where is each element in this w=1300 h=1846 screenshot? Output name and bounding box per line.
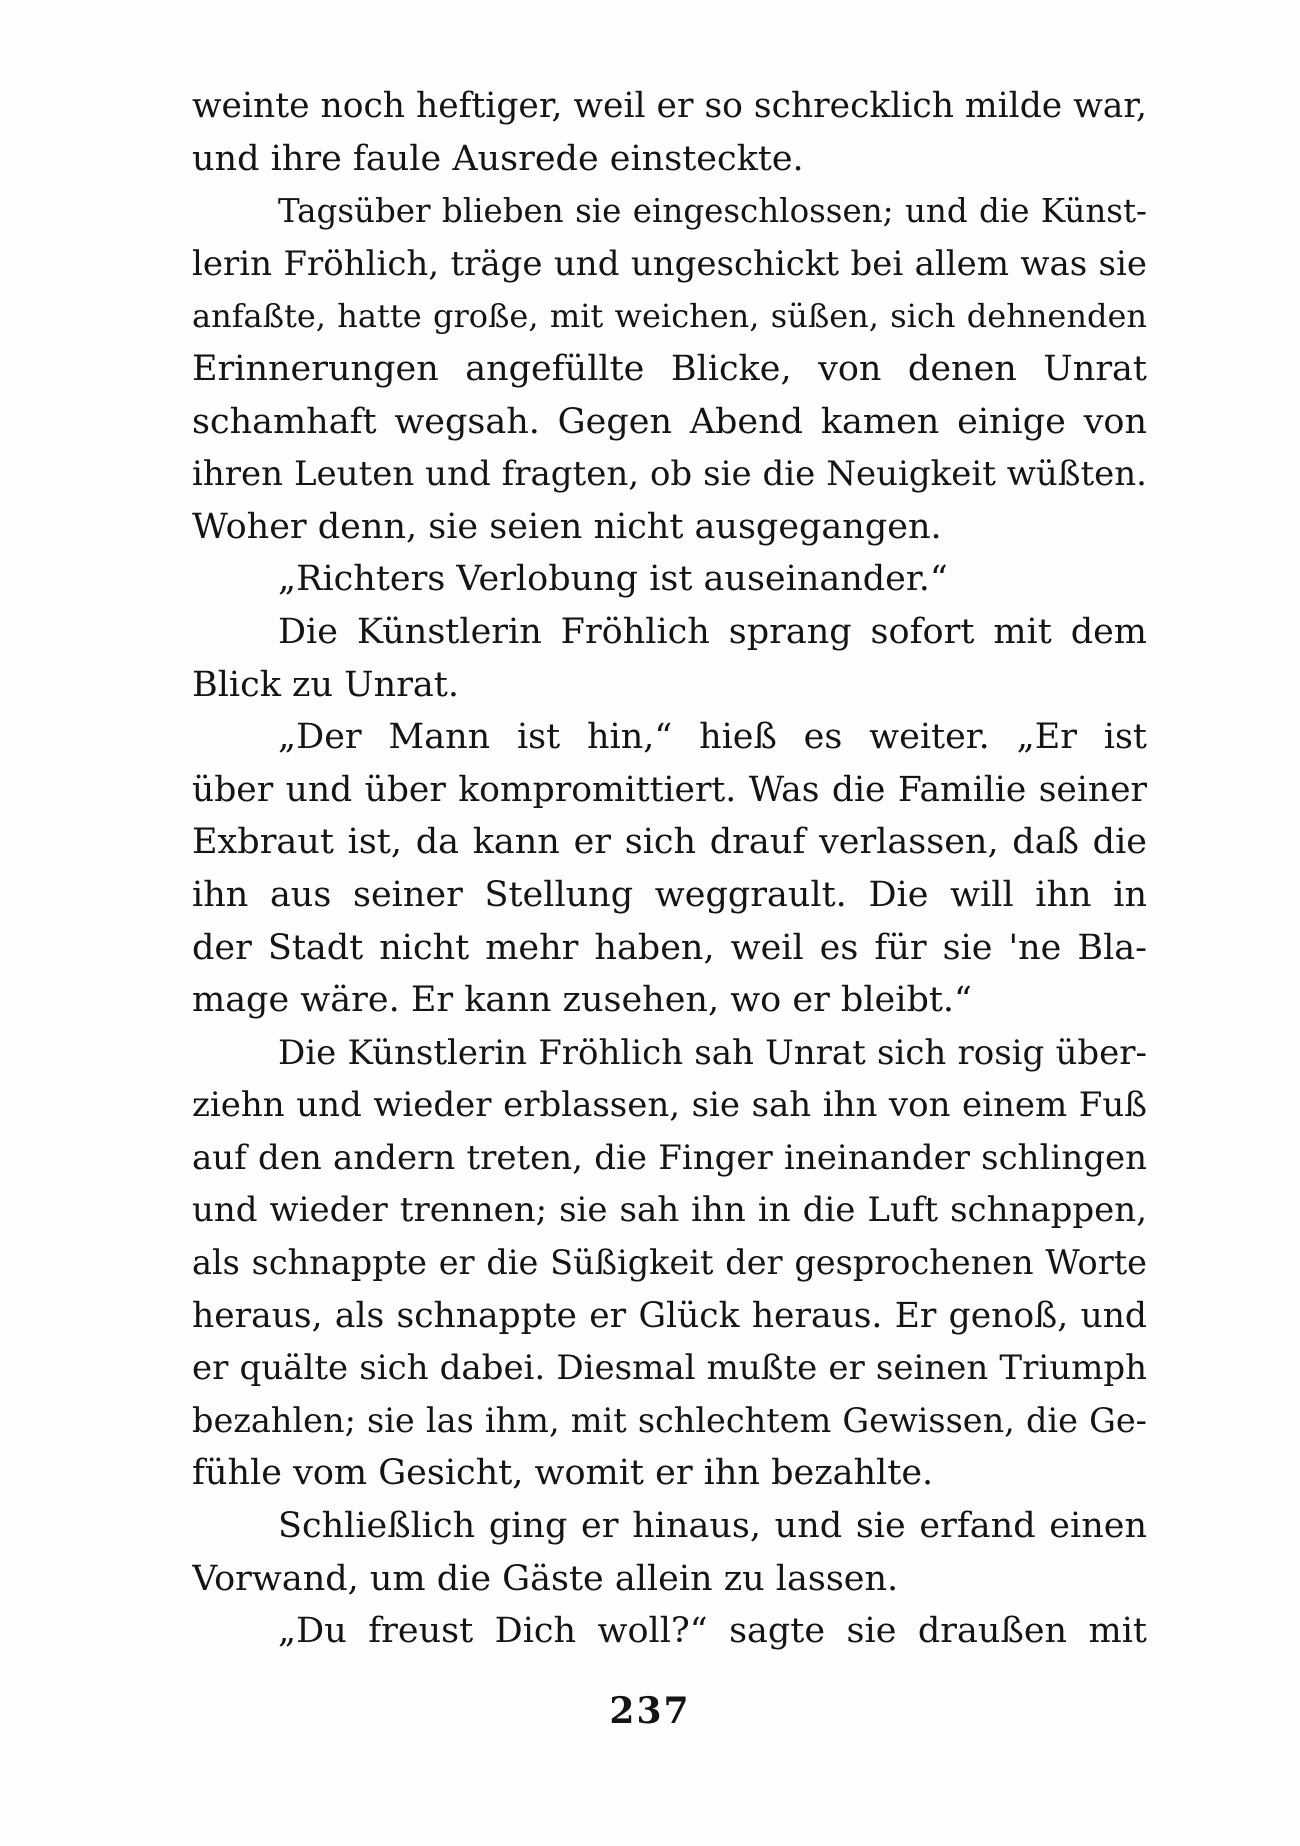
text-line: und ihre faule Ausrede einsteckte. (192, 138, 804, 179)
text-line: ihn aus seiner Stellung weggrault. Die will ihn in (192, 874, 1147, 915)
text-line: „Der Mann ist hin,“ hieß es weiter. „Er ist (278, 717, 1147, 758)
text-line: Vorwand, um die Gäste allein zu lassen. (192, 1558, 899, 1599)
text-line: fühle vom Gesicht, womit er ihn bezahlte. (192, 1453, 934, 1494)
body-text (192, 80, 1147, 1658)
text-line: Tagsüber blieben sie eingeschlossen; und die Künst- (278, 192, 1147, 231)
text-line: über und über kompromittiert. Was die Familie seiner (192, 769, 1147, 810)
text-line: und wieder trennen; sie sah ihn in die Luft schnappen, (192, 1190, 1147, 1231)
text-line: mage wäre. Er kann zusehen, wo er bleibt.“ (192, 980, 972, 1021)
text-line: Blick zu Unrat. (192, 664, 459, 705)
text-line: heraus, als schnappte er Glück heraus. Er genoß, und (192, 1295, 1147, 1336)
text-line: Woher denn, sie seien nicht ausgegangen. (192, 506, 942, 547)
text-line: anfaßte, hatte große, mit weichen, süßen, sich dehnenden (192, 297, 1147, 336)
text-line: der Stadt nicht mehr haben, weil es für sie 'ne Bla- (192, 927, 1147, 968)
page-number: 237 (609, 1690, 691, 1732)
text-line: er quälte sich dabei. Diesmal mußte er seinen Triumph (192, 1348, 1147, 1389)
text-line: Exbraut ist, da kann er sich drauf verlassen, daß die (192, 822, 1147, 863)
text-line: lerin Fröhlich, träge und ungeschickt bei allem was sie (192, 243, 1147, 284)
text-line: Die Künstlerin Fröhlich sprang sofort mit dem (278, 611, 1147, 652)
text-line: schamhaft wegsah. Gegen Abend kamen einige von (192, 401, 1147, 442)
text-line: „Du freust Dich woll?“ sagte sie draußen mit (278, 1611, 1147, 1652)
text-line: ziehn und wieder erblassen, sie sah ihn von einem Fuß (192, 1085, 1147, 1126)
text-line: auf den andern treten, die Finger ineinander schlingen (192, 1137, 1147, 1178)
text-line: Die Künstlerin Fröhlich sah Unrat sich rosig über- (278, 1032, 1147, 1073)
text-line: weinte noch heftiger, weil er so schrecklich milde war, (192, 86, 1147, 126)
text-line: Erinnerungen angefüllte Blicke, von denen Unrat (192, 348, 1147, 389)
text-line: „Richters Verlobung ist auseinander.“ (278, 559, 948, 600)
text-line: Schließlich ging er hinaus, und sie erfand einen (278, 1506, 1147, 1547)
text-line: bezahlen; sie las ihm, mit schlechtem Gewissen, die Ge- (192, 1400, 1147, 1440)
text-line: als schnappte er die Süßigkeit der gesprochenen Worte (192, 1243, 1147, 1283)
text-line: ihren Leuten und fragten, ob sie die Neuigkeit wüßten. (192, 454, 1147, 495)
